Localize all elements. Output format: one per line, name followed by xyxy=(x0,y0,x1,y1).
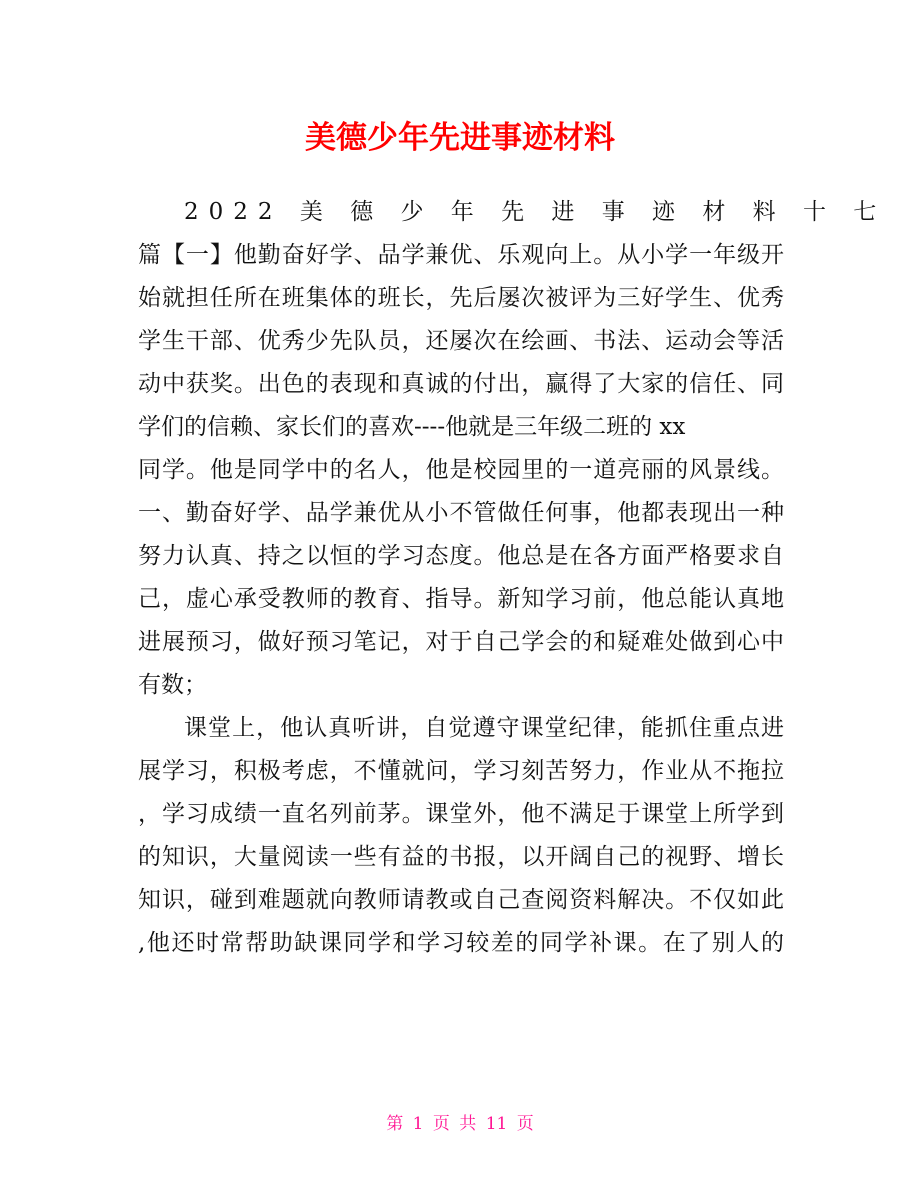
paragraph-line: 努力认真、持之以恒的学习态度。他总是在各方面严格要求自 xyxy=(138,543,784,569)
paragraph-line: 学生干部、优秀少先队员，还屡次在绘画、书法、运动会等活 xyxy=(138,328,784,354)
paragraph-line: 同学。他是同学中的名人，他是校园里的一道亮丽的风景线。 xyxy=(138,457,784,483)
paragraph-line: 己，虚心承受教师的教育、指导。新知学习前，他总能认真地 xyxy=(138,586,784,612)
paragraph-line: ，学习成绩一直名列前茅。课堂外，他不满足于课堂上所学到 xyxy=(138,801,784,827)
paragraph-line: 进展预习，做好预习笔记，对于自己学会的和疑难处做到心中 xyxy=(138,629,784,655)
document-body xyxy=(138,191,887,965)
paragraph-line: 课堂上，他认真听讲，自觉遵守课堂纪律，能抓住重点进 xyxy=(184,715,784,741)
paragraph-line: 展学习，积极考虑，不懂就问，学习刻苦努力，作业从不拖拉 xyxy=(138,758,784,784)
paragraph-line: 动中获奖。出色的表现和真诚的付出，赢得了大家的信任、同 xyxy=(138,371,784,397)
paragraph-line: 有数； xyxy=(138,672,207,698)
document-title: 美德少年先进事迹材料 xyxy=(305,120,615,156)
paragraph-line: 始就担任所在班集体的班长，先后屡次被评为三好学生、优秀 xyxy=(138,285,784,311)
page-number-footer: 第 1 页 共 11 页 xyxy=(386,1114,534,1134)
paragraph-line: 篇【一】他勤奋好学、品学兼优、乐观向上。从小学一年级开 xyxy=(138,242,784,268)
subtitle-line: 2022 美 德 少 年 先 进 事 迹 材 料 十 七 xyxy=(184,199,887,225)
paragraph-line: 知识，碰到难题就向教师请教或自己查阅资料解决。不仅如此 xyxy=(138,887,784,913)
paragraph-line: 的知识，大量阅读一些有益的书报，以开阔自己的视野、增长 xyxy=(138,844,784,870)
paragraph-line: 学们的信赖、家长们的喜欢----他就是三年级二班的 xx xyxy=(138,414,686,440)
paragraph-line: 一、勤奋好学、品学兼优从小不管做任何事，他都表现出一种 xyxy=(138,500,784,526)
paragraph-line: ,他还时常帮助缺课同学和学习较差的同学补课。在了别人的 xyxy=(138,930,784,956)
